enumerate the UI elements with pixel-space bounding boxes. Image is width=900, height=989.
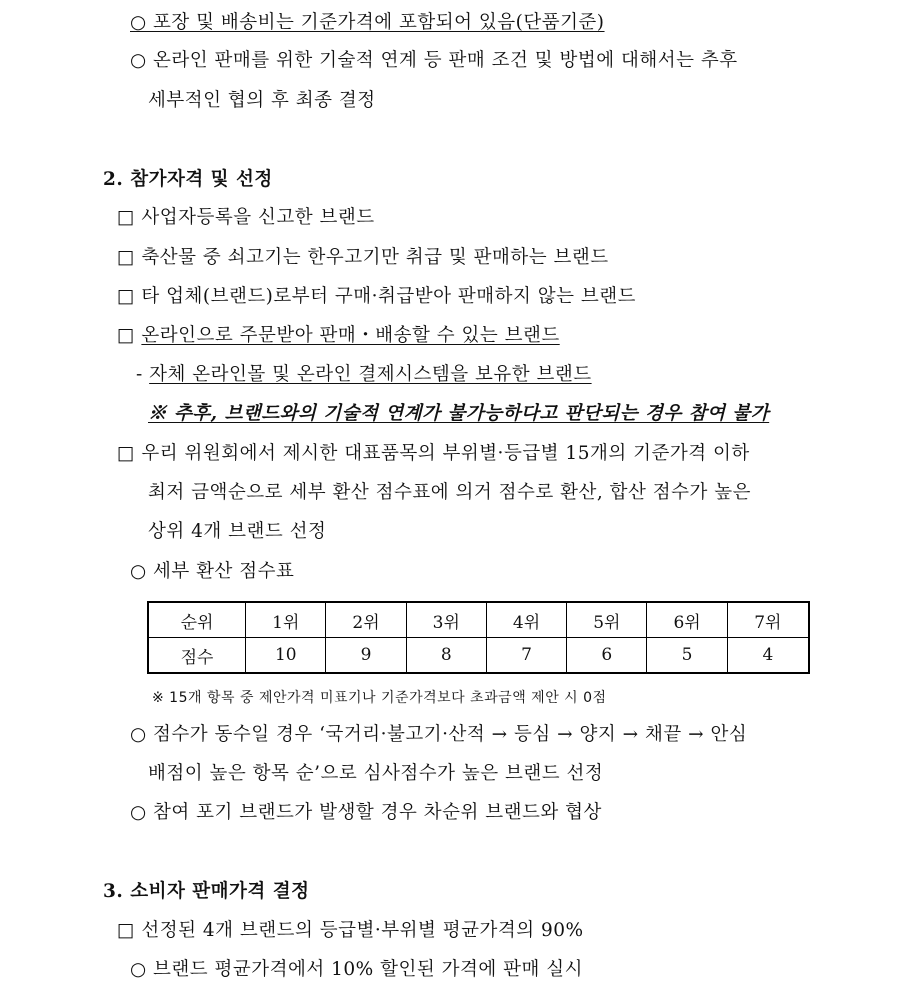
online-sales-note-cont: 세부적인 협의 후 최종 결정 <box>148 90 376 111</box>
table-footnote: ※ 15개 항목 중 제안가격 미표기나 기준가격보다 초과금액 제안 시 0점 <box>152 690 607 706</box>
sub-criteria-text: 자체 온라인몰 및 온라인 결제시스템을 보유한 브랜드 <box>149 364 592 385</box>
score-table-label: ○ 세부 환산 점수표 <box>130 561 295 582</box>
warning-note: ※ 추후, 브랜드와의 기술적 연계가 불가능하다고 판단되는 경우 참여 불가 <box>148 403 770 424</box>
price-criteria: □ 선정된 4개 브랜드의 등급별·부위별 평균가격의 90% <box>117 920 584 941</box>
criteria-item-cont: 상위 4개 브랜드 선정 <box>148 521 327 542</box>
price-detail: ○ 브랜드 평균가격에서 10% 할인된 가격에 판매 실시 <box>130 959 583 980</box>
table-cell: 3위 <box>406 602 486 638</box>
table-cell: 7 <box>486 638 566 674</box>
table-cell: 6 <box>567 638 647 674</box>
table-cell: 5위 <box>567 602 647 638</box>
table-row <box>148 602 809 638</box>
table-cell: 점수 <box>148 638 246 674</box>
criteria-item: □ 사업자등록을 신고한 브랜드 <box>117 207 375 228</box>
online-sales-note: ○ 온라인 판매를 위한 기술적 연계 등 판매 조건 및 방법에 대해서는 추후 <box>130 50 738 71</box>
packaging-note: ○ 포장 및 배송비는 기준가격에 포함되어 있음(단품기준) <box>130 12 605 33</box>
table-cell: 4위 <box>486 602 566 638</box>
criteria-online-text: 온라인으로 주문받아 판매・배송할 수 있는 브랜드 <box>141 325 560 346</box>
section-3-heading: 3. 소비자 판매가격 결정 <box>103 881 310 902</box>
criteria-item: □ 축산물 중 쇠고기는 한우고기만 취급 및 판매하는 브랜드 <box>117 247 609 268</box>
score-table <box>147 601 810 674</box>
table-cell: 8 <box>406 638 486 674</box>
table-cell: 순위 <box>148 602 246 638</box>
table-cell: 10 <box>246 638 326 674</box>
tie-break-rule-cont: 배점이 높은 항목 순’으로 심사점수가 높은 브랜드 선정 <box>148 763 604 784</box>
sub-criteria <box>136 360 592 386</box>
table-cell: 2위 <box>326 602 406 638</box>
criteria-item-cont: 최저 금액순으로 세부 환산 점수표에 의거 점수로 환산, 합산 점수가 높은 <box>148 482 751 503</box>
table-row <box>148 638 809 674</box>
forfeit-rule: ○ 참여 포기 브랜드가 발생할 경우 차순위 브랜드와 협상 <box>130 802 602 823</box>
criteria-item: □ 우리 위원회에서 제시한 대표품목의 부위별·등급별 15개의 기준가격 이하 <box>117 443 750 464</box>
table-cell: 6위 <box>647 602 727 638</box>
tie-break-rule: ○ 점수가 동수일 경우 ‘국거리·불고기·산적 → 등심 → 양지 → 채끝 → 안심 <box>130 724 748 745</box>
table-cell: 9 <box>326 638 406 674</box>
criteria-item <box>117 321 560 347</box>
checkbox-glyph: □ <box>117 325 142 346</box>
table-cell: 1위 <box>246 602 326 638</box>
table-cell: 4 <box>727 638 809 674</box>
table-cell: 7위 <box>727 602 809 638</box>
section-2-heading: 2. 참가자격 및 선정 <box>103 169 273 190</box>
criteria-item: □ 타 업체(브랜드)로부터 구매·취급받아 판매하지 않는 브랜드 <box>117 286 636 307</box>
table-cell: 5 <box>647 638 727 674</box>
dash-glyph: - <box>136 364 150 385</box>
